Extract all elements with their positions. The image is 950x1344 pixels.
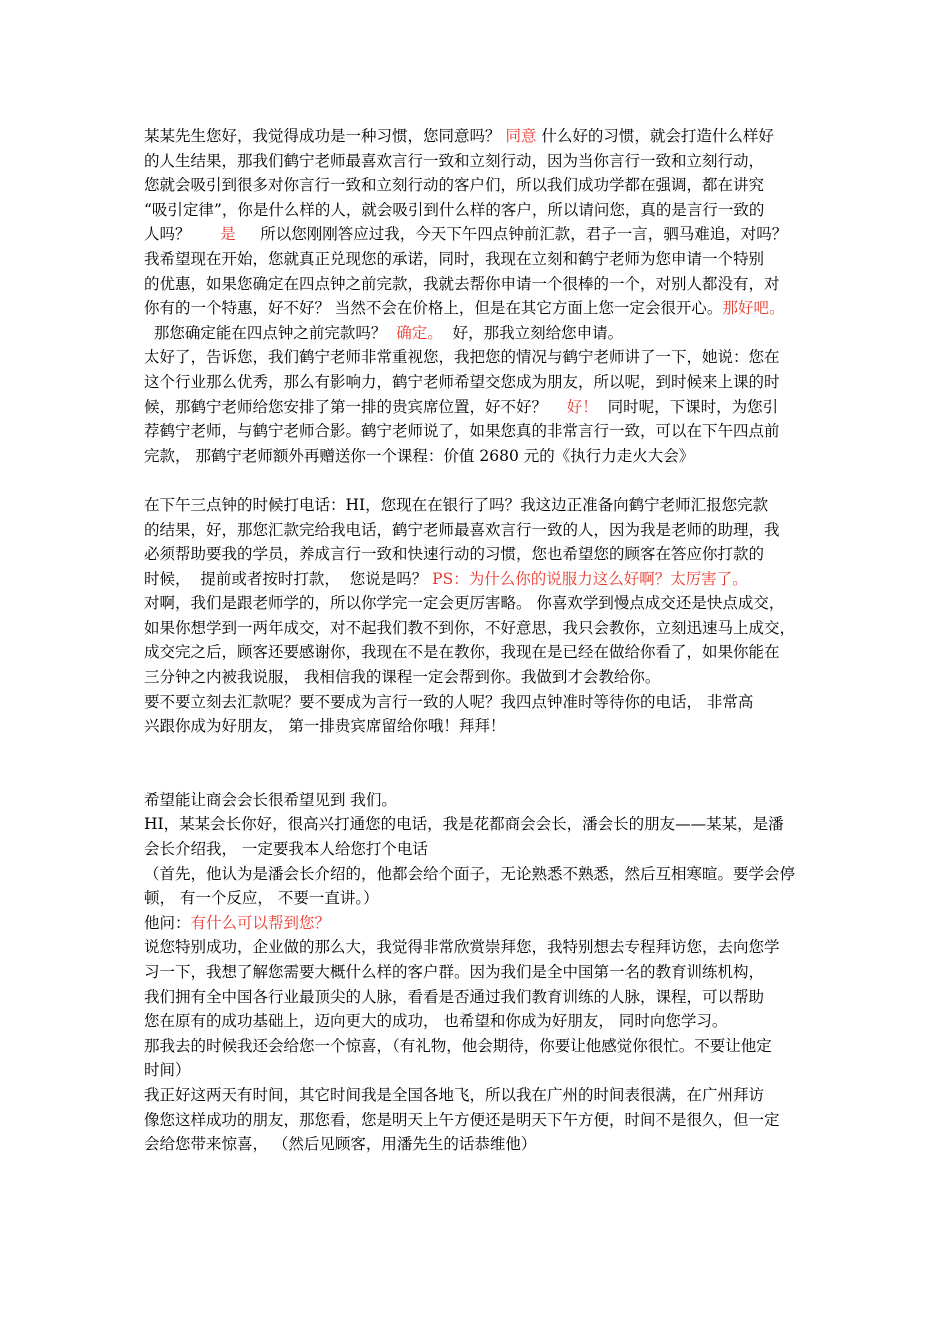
paragraph-line: 完款， 那鹤宁老师额外再赠送你一个课程：价值 2680 元的《执行力走火大会》 [144,446,695,465]
text-run: 你有的一个特惠，好不好？ 当然不会在价格上，但是在其它方面上您一定会很开心。 [144,299,723,318]
paragraph-line: 成交完之后，顾客还要感谢你，我现在不是在教你，我现在是已经在做给你看了，如果你能在 [144,643,780,662]
text-run: 好，那我立刻给您申请。 [442,323,624,342]
reply-highlight: 同意 [505,127,537,145]
paragraph-line: 习一下，我想了解您需要大概什么样的客户群。因为我们是全中国第一名的教育训练机构， [144,963,765,981]
paragraph-line: 对啊，我们是跟老师学的，所以你学完一定会更厉害略。 你喜欢学到慢点成交还是快点成交， [144,594,785,613]
paragraph-line: 时间） [144,1061,191,1080]
paragraph-line: 我们拥有全中国各行业最顶尖的人脉，看看是否通过我们教育训练的人脉，课程，可以帮助 [144,987,765,1006]
paragraph-line: 兴跟你成为好朋友， 第一排贵宾席留给你哦！拜拜！ [144,717,506,736]
paragraph-line: 我正好这两天有时间，其它时间我是全国各地飞，所以我在广州的时间表很满，在广州拜访 [144,1085,765,1104]
text-run: 时候， 提前或者按时打款， 您说是吗？ [144,569,433,588]
blank-line [144,468,824,493]
paragraph-line: “吸引定律”，你是什么样的人，就会吸引到什么样的客户，所以请问您，真的是言行一致的 [144,200,765,219]
paragraph-line: 像您这样成功的朋友，那您看，您是明天上午方便还是明天下午方便，时间不是很久，但一定 [144,1110,780,1129]
paragraph-line: 希望能让商会会长很希望见到 我们。 [144,790,397,809]
paragraph-line: 会长介绍我， 一定要我本人给您打个电话 [144,840,428,859]
text-run: 所以您刚刚答应过我，今天下午四点钟前汇款，君子一言，驷马难追，对吗？ [235,225,788,244]
reply-highlight: 好！ [566,397,598,416]
paragraph-line: 的优惠，如果您确定在四点钟之前完款，我就去帮你申请一个很棒的一个，对别人都没有，对 [144,274,780,293]
paragraph-line: 太好了，告诉您，我们鹤宁老师非常重视您，我把您的情况与鹤宁老师讲了一下，她说：您在 [144,348,780,367]
paragraph-line: 那我去的时候我还会给您一个惊喜，（有礼物，他会期待，你要让他感觉你很忙。不要让他定 [144,1036,772,1055]
paragraph-line: 您就会吸引到很多对你言行一致和立刻行动的客户们，所以我们成功学都在强调，都在讲究 [144,176,765,195]
text-run: 人吗？ [144,225,221,244]
text-run: 那您确定能在四点钟之前完款吗？ [144,323,397,342]
reply-highlight: 是 [220,225,236,244]
question-highlight: 有什么可以帮到您？ [190,913,331,932]
paragraph-line [144,124,824,149]
paragraph-line [144,395,824,420]
paragraph-line: 会给您带来惊喜， （然后见顾客，用潘先生的话恭维他） [144,1135,537,1154]
text-run: 某某先生您好，我觉得成功是一种习惯，您同意吗？ [144,127,506,145]
text-run: 候，那鹤宁老师给您安排了第一排的贵宾席位置，好不好？ [144,397,567,416]
paragraph-line [144,321,824,346]
text-run: 同时呢，下课时，为您引 [597,397,779,416]
paragraph-line: 说您特别成功，企业做的那么大，我觉得非常欣赏崇拜您，我特别想去专程拜访您，去向您学 [144,938,780,957]
paragraph-line: 三分钟之内被我说服， 我相信我的课程一定会帮到你。我做到才会教给你。 [144,668,661,687]
paragraph-line [144,296,824,321]
reply-highlight: 确定。 [396,323,443,342]
text-run: 什么好的习惯，就会打造什么样好 [536,127,774,145]
blank-line [144,739,824,788]
paragraph-line: 顿， 有一个反应， 不要一直讲。） [144,889,379,908]
document-body [144,124,824,1157]
paragraph-line: HI，某某会长你好，很高兴打通您的电话，我是花都商会会长，潘会长的朋友——某某，是潘 [144,815,784,834]
paragraph-line: （首先，他认为是潘会长介绍的，他都会给个面子，无论熟悉不熟悉，然后互相寒暄。要学会停 [144,864,796,883]
text-run: 他问： [144,913,191,932]
reply-highlight: PS：为什么你的说服力这么好啊？太厉害了。 [432,569,748,588]
paragraph-line [144,567,824,592]
paragraph-line: 的结果，好，那您汇款完给我电话，鹤宁老师最喜欢言行一致的人，因为我是老师的助理，我 [144,520,780,539]
reply-highlight: 那好吧。 [722,299,785,318]
paragraph-line: 这个行业那么优秀，那么有影响力，鹤宁老师希望交您成为朋友，所以呢，到时候来上课的时 [144,372,780,391]
paragraph-line: 要不要立刻去汇款呢？要不要成为言行一致的人呢？我四点钟准时等待你的电话， 非常高 [144,692,754,711]
paragraph-line: 荐鹤宁老师，与鹤宁老师合影。鹤宁老师说了，如果您真的非常言行一致，可以在下午四点前 [144,422,780,441]
paragraph-line: 我希望现在开始，您就真正兑现您的承诺，同时，我现在立刻和鹤宁老师为您申请一个特别 [144,249,765,268]
paragraph-line: 的人生结果，那我们鹤宁老师最喜欢言行一致和立刻行动，因为当你言行一致和立刻行动， [144,151,765,170]
paragraph-line: 您在原有的成功基础上，迈向更大的成功， 也希望和你成为好朋友， 同时向您学习。 [144,1012,728,1031]
paragraph-line [144,222,824,247]
paragraph-line [144,911,824,936]
paragraph-line: 如果你想学到一两年成交，对不起我们教不到你，不好意思，我只会教你，立刻迅速马上成交， [144,618,796,637]
paragraph-line: 必须帮助要我的学员，养成言行一致和快速行动的习惯，您也希望您的顾客在答应你打款的 [144,545,765,564]
paragraph-line: 在下午三点钟的时候打电话：HI，您现在在银行了吗？我这边正准备向鹤宁老师汇报您完款 [144,495,769,514]
